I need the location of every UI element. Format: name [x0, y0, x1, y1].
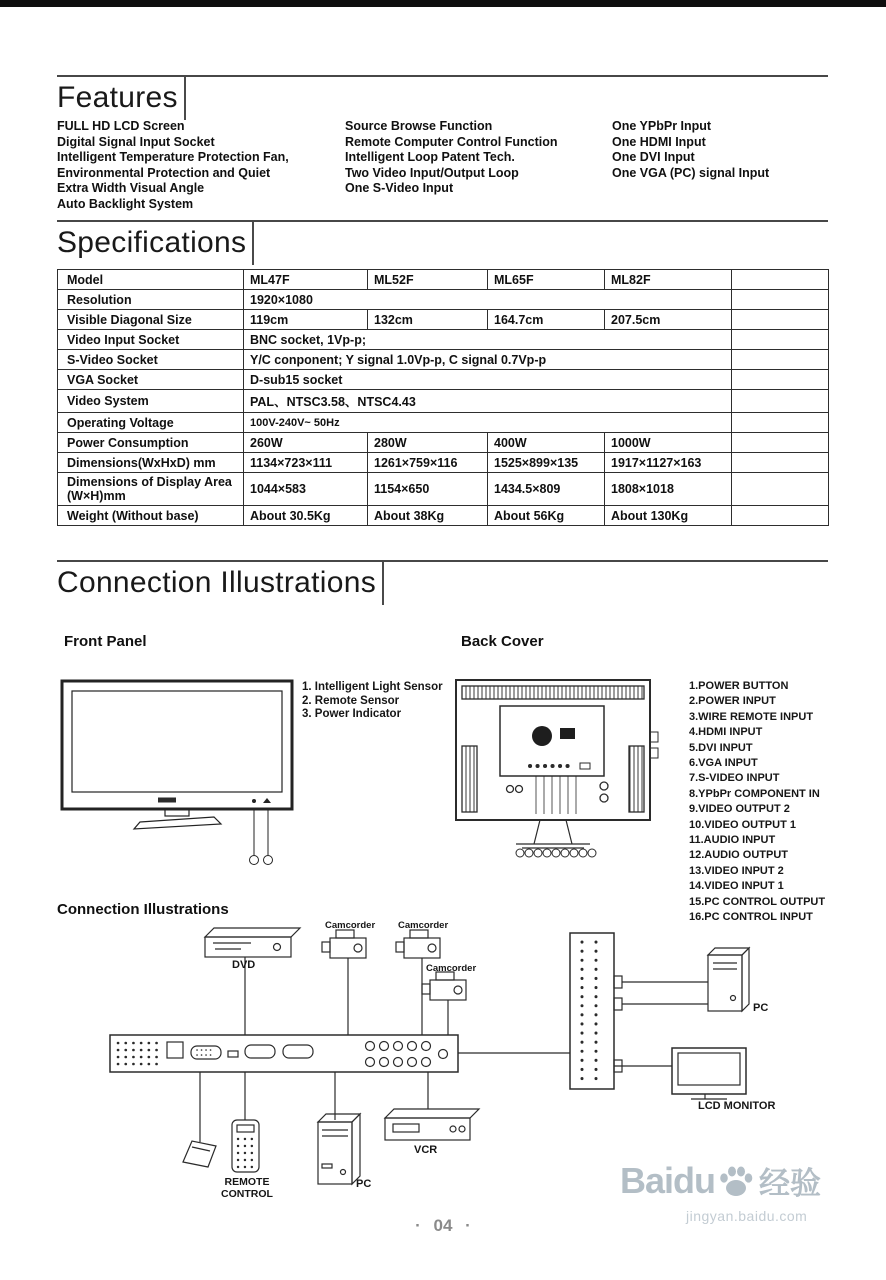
feature-item: One DVI Input [612, 150, 695, 165]
watermark-brand: Baidu [620, 1159, 716, 1201]
device-label-dvd: DVD [232, 959, 256, 971]
spec-row-label: Power Consumption [58, 433, 244, 453]
spec-row-label: VGA Socket [58, 370, 244, 390]
top-border-bar [0, 0, 886, 7]
feature-item: Extra Width Visual Angle [57, 181, 205, 196]
front-callout: 2. Remote Sensor [302, 694, 400, 707]
device-label-remote-control [212, 1176, 282, 1200]
spec-cell: 400W [488, 433, 605, 453]
back-cover-subtitle: Back Cover [461, 633, 544, 650]
front-callout: 1. Intelligent Light Sensor [302, 681, 443, 693]
spec-cell: About 30.5Kg [244, 506, 368, 526]
features-column-2 [345, 119, 558, 197]
section-divider [57, 560, 828, 562]
feature-item: Intelligent Temperature Protection Fan, [57, 150, 289, 165]
specifications-heading [57, 225, 254, 265]
spec-cell-span: 1920×1080 [244, 290, 732, 310]
spec-cell-empty [732, 270, 829, 290]
spec-cell: 1000W [605, 433, 732, 453]
spec-cell-empty [732, 413, 829, 433]
spec-row [58, 310, 829, 330]
spec-cell: 1434.5×809 [488, 473, 605, 506]
heading-bar-decoration [382, 562, 384, 605]
front-panel-subtitle: Front Panel [64, 633, 147, 650]
spec-cell: 1154×650 [368, 473, 488, 506]
back-cover-item: 6.VGA INPUT [689, 757, 758, 770]
spec-row [58, 270, 829, 290]
back-cover-illustration [452, 674, 664, 859]
spec-cell: ML65F [488, 270, 605, 290]
spec-cell: 207.5cm [605, 310, 732, 330]
remote-label-line-1: REMOTE [224, 1176, 270, 1188]
spec-cell-span: D-sub15 socket [244, 370, 732, 390]
spec-cell: 260W [244, 433, 368, 453]
spec-cell: ML52F [368, 270, 488, 290]
back-cover-item: 4.HDMI INPUT [689, 726, 763, 739]
back-cover-item: 16.PC CONTROL INPUT [689, 911, 813, 924]
spec-row [58, 290, 829, 310]
back-cover-item: 8.YPbPr COMPONENT IN [689, 787, 820, 800]
spec-cell-empty [732, 433, 829, 453]
back-cover-list [689, 679, 854, 926]
features-column-1 [57, 119, 289, 213]
specifications-table [57, 269, 829, 526]
spec-cell: 164.7cm [488, 310, 605, 330]
spec-row-label: S-Video Socket [58, 350, 244, 370]
remote-label-line-2: CONTROL [221, 1188, 273, 1200]
spec-row [58, 350, 829, 370]
section-divider [57, 220, 828, 222]
feature-item: Auto Backlight System [57, 196, 194, 211]
features-heading [57, 80, 186, 120]
back-cover-item: 9.VIDEO OUTPUT 2 [689, 803, 790, 816]
spec-row [58, 433, 829, 453]
watermark-url: jingyan.baidu.com [686, 1208, 808, 1224]
page-number: · 04 · [415, 1216, 471, 1235]
back-cover-item: 15.PC CONTROL OUTPUT [689, 895, 826, 908]
spec-cell-empty [732, 350, 829, 370]
spec-row-label: Dimensions of Display Area (W×H)mm [58, 473, 244, 506]
back-cover-item: 3.WIRE REMOTE INPUT [689, 710, 814, 723]
device-label-pc-right: PC [753, 1002, 769, 1014]
back-cover-item: 7.S-VIDEO INPUT [689, 772, 780, 785]
spec-cell-span: PAL、NTSC3.58、NTSC4.43 [244, 390, 732, 413]
features-column-3 [612, 119, 769, 181]
front-panel-callouts [302, 681, 443, 722]
back-cover-item: 2.POWER INPUT [689, 695, 776, 708]
spec-cell: 119cm [244, 310, 368, 330]
spec-row [58, 390, 829, 413]
device-label-camcorder-3: Camcorder [426, 963, 477, 974]
spec-cell: 1261×759×116 [368, 453, 488, 473]
spec-row [58, 506, 829, 526]
feature-item: One HDMI Input [612, 134, 706, 149]
spec-cell: 1525×899×135 [488, 453, 605, 473]
device-label-camcorder-1: Camcorder [325, 920, 376, 931]
connection-heading [57, 565, 384, 605]
spec-cell: About 38Kg [368, 506, 488, 526]
section-divider [57, 75, 828, 77]
spec-row [58, 413, 829, 433]
spec-cell: 1808×1018 [605, 473, 732, 506]
spec-cell: 1044×583 [244, 473, 368, 506]
spec-cell-empty [732, 390, 829, 413]
feature-item: FULL HD LCD Screen [57, 119, 185, 133]
spec-row [58, 453, 829, 473]
spec-row [58, 370, 829, 390]
spec-cell: 280W [368, 433, 488, 453]
feature-item: One S-Video Input [345, 181, 454, 196]
feature-item: Remote Computer Control Function [345, 134, 558, 149]
spec-row-label: Operating Voltage [58, 413, 244, 433]
back-cover-item: 13.VIDEO INPUT 2 [689, 864, 784, 877]
spec-cell: 1134×723×111 [244, 453, 368, 473]
spec-cell-empty [732, 506, 829, 526]
watermark-suffix: 经验 [759, 1166, 822, 1201]
back-cover-item: 12.AUDIO OUTPUT [689, 849, 789, 862]
spec-row [58, 473, 829, 506]
spec-cell: ML82F [605, 270, 732, 290]
feature-item: Two Video Input/Output Loop [345, 165, 519, 180]
spec-cell-empty [732, 310, 829, 330]
baidu-paw-icon [716, 1161, 756, 1201]
front-panel-illustration [58, 671, 303, 871]
spec-row-label: Video System [58, 390, 244, 413]
back-cover-item: 11.AUDIO INPUT [689, 834, 776, 847]
spec-cell: 1917×1127×163 [605, 453, 732, 473]
baidu-watermark [620, 1158, 821, 1203]
connection-title: Connection Illustrations [57, 566, 377, 599]
spec-cell-span: BNC socket, 1Vp-p; [244, 330, 732, 350]
spec-row [58, 330, 829, 350]
spec-cell: 132cm [368, 310, 488, 330]
feature-item: One VGA (PC) signal Input [612, 165, 770, 180]
back-cover-item: 10.VIDEO OUTPUT 1 [689, 818, 796, 831]
back-cover-item: 5.DVI INPUT [689, 741, 753, 754]
device-label-camcorder-2: Camcorder [398, 920, 449, 931]
feature-item: Digital Signal Input Socket [57, 134, 215, 149]
device-label-lcd-monitor: LCD MONITOR [698, 1100, 776, 1112]
spec-row-label: Resolution [58, 290, 244, 310]
spec-row-label: Model [58, 270, 244, 290]
spec-cell-span: Y/C conponent; Y signal 1.0Vp-p, C signal 0.7Vp-p [244, 350, 732, 370]
spec-row-label: Video Input Socket [58, 330, 244, 350]
back-cover-item: 1.POWER BUTTON [689, 680, 789, 692]
feature-item: Intelligent Loop Patent Tech. [345, 150, 515, 165]
spec-cell-empty [732, 473, 829, 506]
spec-cell-empty [732, 453, 829, 473]
spec-cell-empty [732, 370, 829, 390]
spec-cell-span: 100V-240V~ 50Hz [244, 413, 732, 433]
feature-item: Source Browse Function [345, 119, 493, 133]
feature-item: One YPbPr Input [612, 119, 712, 133]
device-label-vcr: VCR [414, 1144, 438, 1156]
spec-cell-empty [732, 290, 829, 310]
connection-diagram-subtitle: Connection Illustrations [57, 901, 229, 918]
feature-item: Environmental Protection and Quiet [57, 165, 271, 180]
device-label-pc-center: PC [356, 1178, 372, 1190]
specifications-title: Specifications [57, 226, 247, 259]
spec-cell: ML47F [244, 270, 368, 290]
features-title: Features [57, 81, 178, 114]
heading-bar-decoration [184, 77, 186, 120]
spec-cell-empty [732, 330, 829, 350]
spec-cell: About 130Kg [605, 506, 732, 526]
spec-cell: About 56Kg [488, 506, 605, 526]
back-cover-item: 14.VIDEO INPUT 1 [689, 880, 784, 893]
spec-row-label: Weight (Without base) [58, 506, 244, 526]
heading-bar-decoration [252, 222, 254, 265]
spec-row-label: Visible Diagonal Size [58, 310, 244, 330]
front-callout: 3. Power Indicator [302, 708, 402, 721]
spec-row-label: Dimensions(WxHxD) mm [58, 453, 244, 473]
